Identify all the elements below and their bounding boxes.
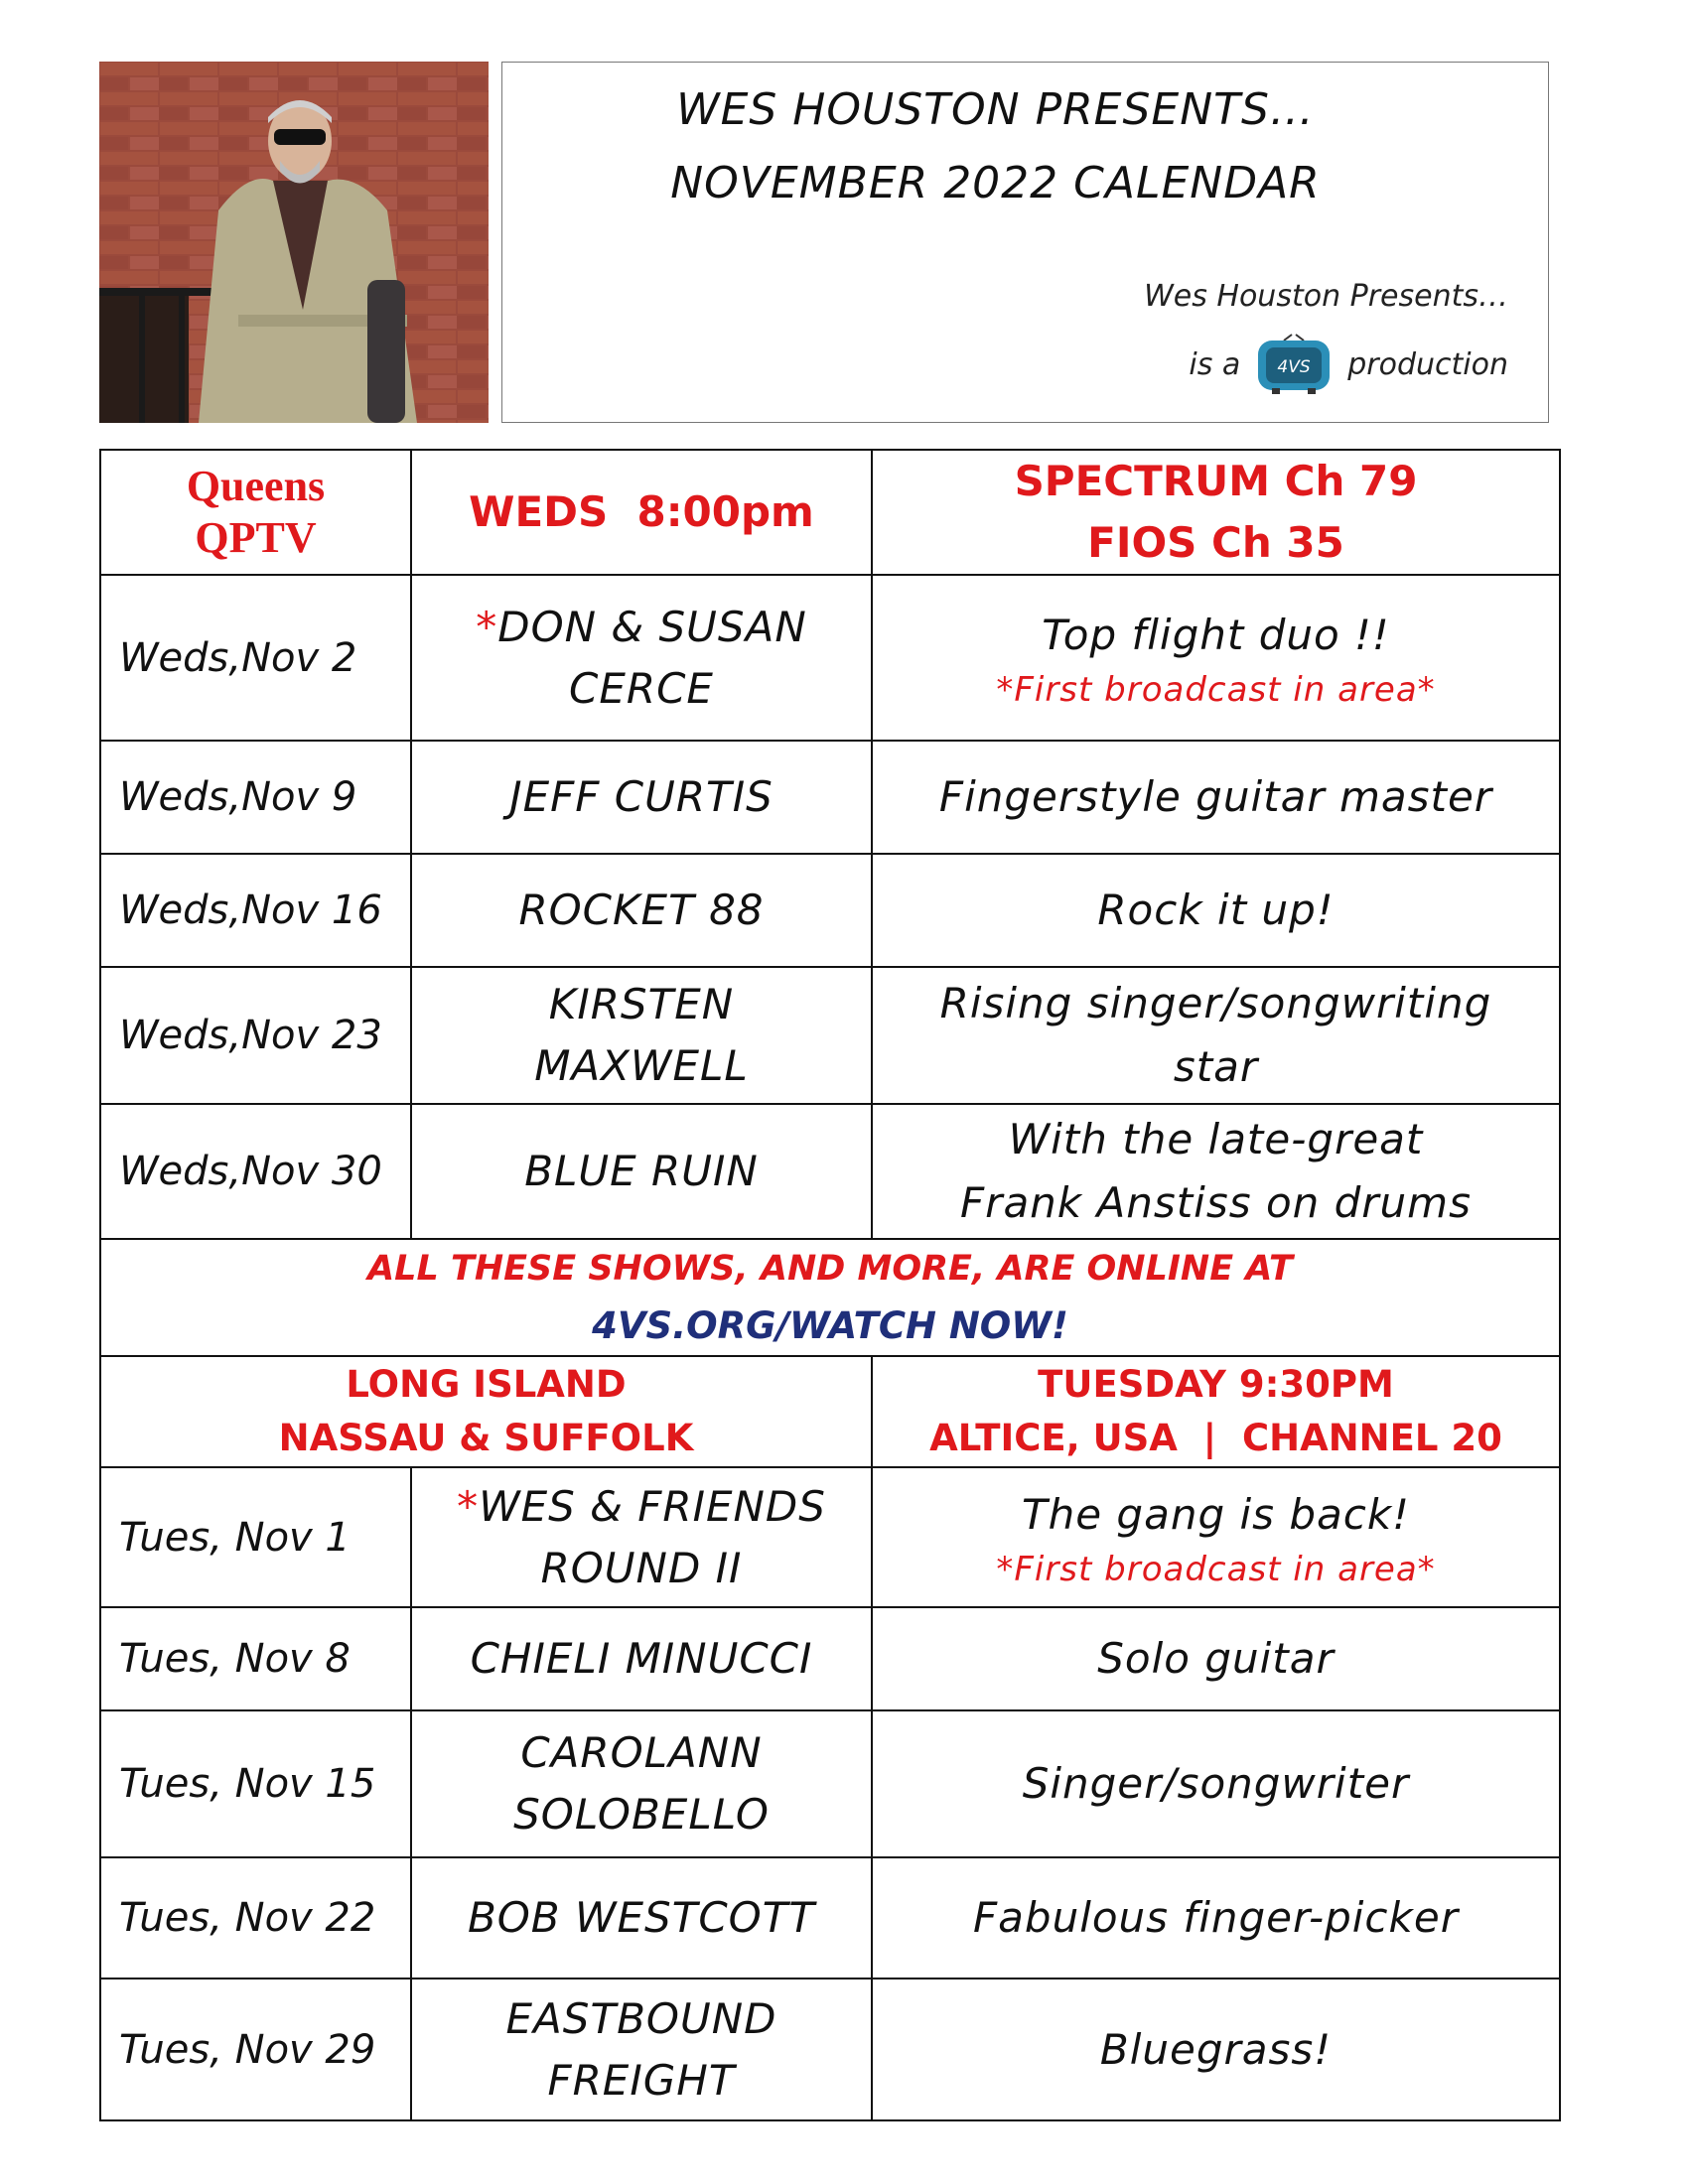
show-date: Weds,Nov 16 [100,854,411,967]
credit-suffix: production [1347,346,1508,382]
table-row [100,854,1560,967]
show-description: Fabulous finger-picker [872,1857,1560,1979]
show-description [872,1467,1560,1607]
show-artist [411,575,872,741]
description-line1: The gang is back! [1021,1489,1411,1539]
page-subtitle: NOVEMBER 2022 CALENDAR [670,158,1321,208]
table-row [100,1979,1560,2120]
schedule-table [99,449,1561,2121]
show-description: Fingerstyle guitar master [872,741,1560,854]
long-island-header-row [100,1356,1560,1467]
show-date: Weds,Nov 2 [100,575,411,741]
show-artist [411,1710,872,1857]
artist-name-line1: KIRSTEN [548,980,735,1028]
page-title: WES HOUSTON PRESENTS… [676,84,1315,135]
description-line2: Frank Anstiss on drums [960,1178,1472,1227]
queens-header-row [100,450,1560,575]
artist-name-line2: SOLOBELLO [513,1790,770,1839]
table-row [100,1710,1560,1857]
table-row [100,967,1560,1104]
watch-now-link[interactable]: 4VS.ORG/WATCH NOW! [592,1304,1068,1347]
show-date: Weds,Nov 23 [100,967,411,1104]
long-island-region-name: LONG ISLAND [346,1363,627,1406]
queens-station-name: QPTV [195,513,317,562]
online-notice-row [100,1239,1560,1356]
online-notice-text: ALL THESE SHOWS, AND MORE, ARE ONLINE AT [367,1249,1293,1289]
show-date: Tues, Nov 1 [100,1467,411,1607]
artist-name-line1: EASTBOUND [505,1993,777,2043]
first-broadcast-note: *First broadcast in area* [996,669,1436,710]
show-description: Singer/songwriter [872,1710,1560,1857]
long-island-channel: ALTICE, USA | CHANNEL 20 [929,1417,1502,1459]
table-row [100,575,1560,741]
show-artist: CHIELI MINUCCI [411,1607,872,1710]
credit-prefix: is a [1189,346,1241,382]
show-artist [411,967,872,1104]
show-artist: BOB WESTCOTT [411,1857,872,1979]
show-description [872,967,1560,1104]
show-description [872,575,1560,741]
description-line2: star [1173,1042,1259,1091]
production-credit-line: Wes Houston Presents… [1144,279,1508,314]
artist-name-line1: DON & SUSAN [497,602,807,651]
queens-region-cell [100,450,411,575]
artist-name-line2: MAXWELL [534,1041,749,1090]
table-row [100,1607,1560,1710]
new-show-marker: * [476,602,498,651]
artist-name-line1: WES & FRIENDS [479,1481,826,1531]
title-panel [501,62,1549,423]
online-notice [100,1239,1560,1356]
artist-name-line1: CAROLANN [520,1728,763,1777]
first-broadcast-note: *First broadcast in area* [996,1549,1436,1589]
tv-logo-text: 4VS [1277,357,1311,377]
table-row [100,1857,1560,1979]
show-date: Tues, Nov 22 [100,1857,411,1979]
show-date: Weds,Nov 9 [100,741,411,854]
queens-region-name: Queens [186,462,326,510]
table-row [100,1104,1560,1239]
show-artist [411,1979,872,2120]
long-island-counties: NASSAU & SUFFOLK [278,1417,694,1459]
long-island-region-cell [100,1356,872,1467]
show-date: Tues, Nov 8 [100,1607,411,1710]
description-line1: Top flight duo !! [1042,610,1390,659]
show-date: Tues, Nov 29 [100,1979,411,2120]
show-artist: JEFF CURTIS [411,741,872,854]
show-date: Weds,Nov 30 [100,1104,411,1239]
production-credit [1189,333,1508,396]
show-artist: ROCKET 88 [411,854,872,967]
table-row [100,1467,1560,1607]
artist-name-line2: CERCE [569,663,714,713]
artist-name-line2: ROUND II [540,1543,743,1592]
long-island-airtime: TUESDAY 9:30PM [1038,1363,1394,1406]
show-artist: BLUE RUIN [411,1104,872,1239]
host-photo-illustration [99,62,489,423]
description-line1: With the late-great [1008,1115,1424,1163]
queens-channel-spectrum: SPECTRUM Ch 79 [1014,457,1418,505]
tv-logo-icon [1254,333,1334,396]
show-description: Solo guitar [872,1607,1560,1710]
queens-channel-fios: FIOS Ch 35 [1087,518,1344,567]
new-show-marker: * [457,1481,480,1531]
show-artist [411,1467,872,1607]
table-row [100,741,1560,854]
queens-time-cell [411,450,872,575]
queens-channel-cell [872,450,1560,575]
show-description: Rock it up! [872,854,1560,967]
queens-airtime: WEDS 8:00pm [469,487,814,536]
show-description [872,1104,1560,1239]
show-date: Tues, Nov 15 [100,1710,411,1857]
show-description: Bluegrass! [872,1979,1560,2120]
long-island-time-cell [872,1356,1560,1467]
description-line1: Rising singer/songwriting [939,979,1492,1027]
artist-name-line2: FREIGHT [547,2055,736,2105]
host-photo [99,62,489,423]
